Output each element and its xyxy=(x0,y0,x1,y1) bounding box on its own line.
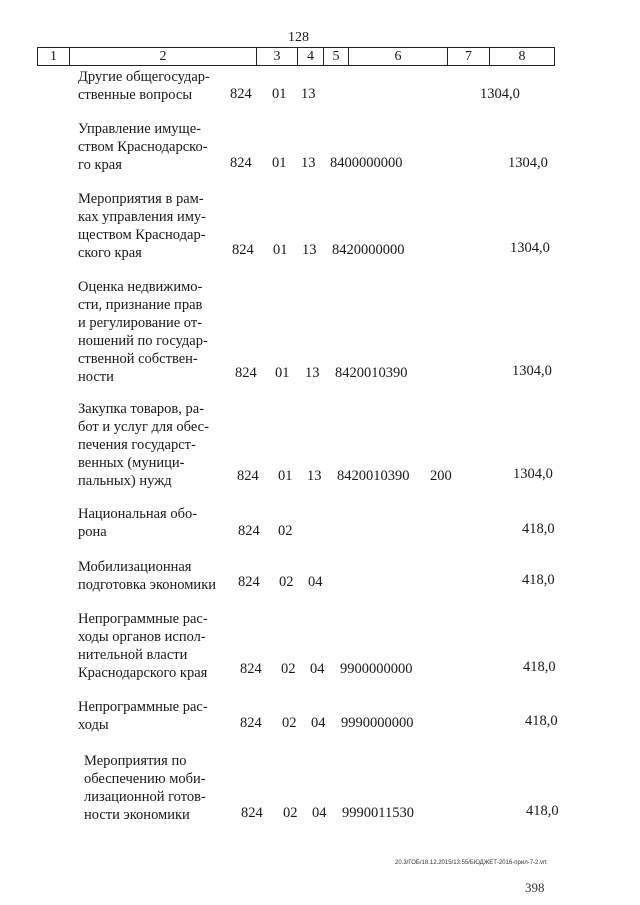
cell-target: 9900000000 xyxy=(340,661,413,677)
cell-amount: 1304,0 xyxy=(513,466,553,482)
row-name: Управление имуще- ством Краснодарско- го края xyxy=(78,121,208,173)
table-header xyxy=(37,47,555,66)
cell-section: 01 xyxy=(275,365,290,381)
cell-target: 9990011530 xyxy=(342,805,414,821)
cell-subsection: 04 xyxy=(311,715,326,731)
row-name: Непрограммные рас- ходы органов испол- нительной власти Краснодарского края xyxy=(78,611,208,681)
document-footer: 20.3/ГОБ/18.12.2015/13:55/БЮДЖЕТ-2016-прил-7-2.vrt xyxy=(395,860,547,866)
cell-subsection: 13 xyxy=(301,155,316,171)
row-name: Закупка товаров, ра- бот и услуг для обес- печения государст- венных (муници- пальных) нужд xyxy=(78,401,209,489)
header-col-6: 6 xyxy=(349,48,448,65)
cell-subsection: 04 xyxy=(310,661,325,677)
cell-section: 02 xyxy=(278,523,293,539)
cell-section: 02 xyxy=(282,715,297,731)
cell-section: 01 xyxy=(273,242,288,258)
cell-amount: 418,0 xyxy=(525,713,558,729)
cell-subsection: 04 xyxy=(308,574,323,590)
cell-section: 02 xyxy=(281,661,296,677)
header-col-5: 5 xyxy=(324,48,349,65)
cell-amount: 1304,0 xyxy=(512,363,552,379)
header-col-3: 3 xyxy=(257,48,298,65)
cell-amount: 1304,0 xyxy=(508,155,548,171)
cell-amount: 418,0 xyxy=(522,572,555,588)
cell-target: 8420000000 xyxy=(332,242,405,258)
cell-target: 8400000000 xyxy=(330,155,403,171)
header-col-2: 2 xyxy=(70,48,257,65)
cell-expense-type: 200 xyxy=(430,468,452,484)
cell-subsection: 04 xyxy=(312,805,327,821)
page-number: 128 xyxy=(288,30,309,45)
cell-section: 01 xyxy=(278,468,293,484)
header-col-8: 8 xyxy=(518,49,526,64)
row-name: Непрограммные рас- ходы xyxy=(78,699,208,733)
row-name: Мобилизационная подготовка экономики xyxy=(78,559,216,593)
cell-section: 02 xyxy=(279,574,294,590)
cell-amount: 1304,0 xyxy=(510,240,550,256)
row-name: Мероприятия по обеспечению моби- лизационной готов- ности экономики xyxy=(84,753,206,823)
header-col-7: 7 xyxy=(448,48,490,65)
cell-amount: 418,0 xyxy=(522,521,555,537)
cell-target: 8420010390 xyxy=(335,365,408,381)
row-name: Национальная обо- рона xyxy=(78,506,198,540)
cell-subsection: 13 xyxy=(302,242,317,258)
cell-section: 01 xyxy=(272,86,287,102)
cell-subsection: 13 xyxy=(301,86,316,102)
row-name: Оценка недвижимо- сти, признание прав и регулирование от- ношений по государ- ственной собствен- ности xyxy=(78,279,208,385)
row-name: Другие общегосудар- ственные вопросы xyxy=(78,69,210,103)
cell-amount: 418,0 xyxy=(523,659,556,675)
sheet-number: 398 xyxy=(525,880,545,895)
row-name: Мероприятия в рам- ках управления иму- ществом Краснодар- ского края xyxy=(78,191,206,261)
cell-code: 824 xyxy=(240,715,262,731)
cell-amount: 1304,0 xyxy=(480,86,520,102)
cell-section: 02 xyxy=(283,805,298,821)
cell-code: 824 xyxy=(240,661,262,677)
cell-code: 824 xyxy=(230,155,252,171)
header-col-1: 1 xyxy=(38,48,70,65)
cell-subsection: 13 xyxy=(305,365,320,381)
cell-code: 824 xyxy=(237,468,259,484)
header-col-4: 4 xyxy=(298,48,324,65)
cell-code: 824 xyxy=(238,574,260,590)
cell-amount: 418,0 xyxy=(526,803,559,819)
cell-code: 824 xyxy=(235,365,257,381)
cell-code: 824 xyxy=(232,242,254,258)
cell-section: 01 xyxy=(272,155,287,171)
cell-target: 9990000000 xyxy=(341,715,414,731)
cell-code: 824 xyxy=(238,523,260,539)
cell-target: 8420010390 xyxy=(337,468,410,484)
cell-code: 824 xyxy=(230,86,252,102)
cell-subsection: 13 xyxy=(307,468,322,484)
cell-code: 824 xyxy=(241,805,263,821)
